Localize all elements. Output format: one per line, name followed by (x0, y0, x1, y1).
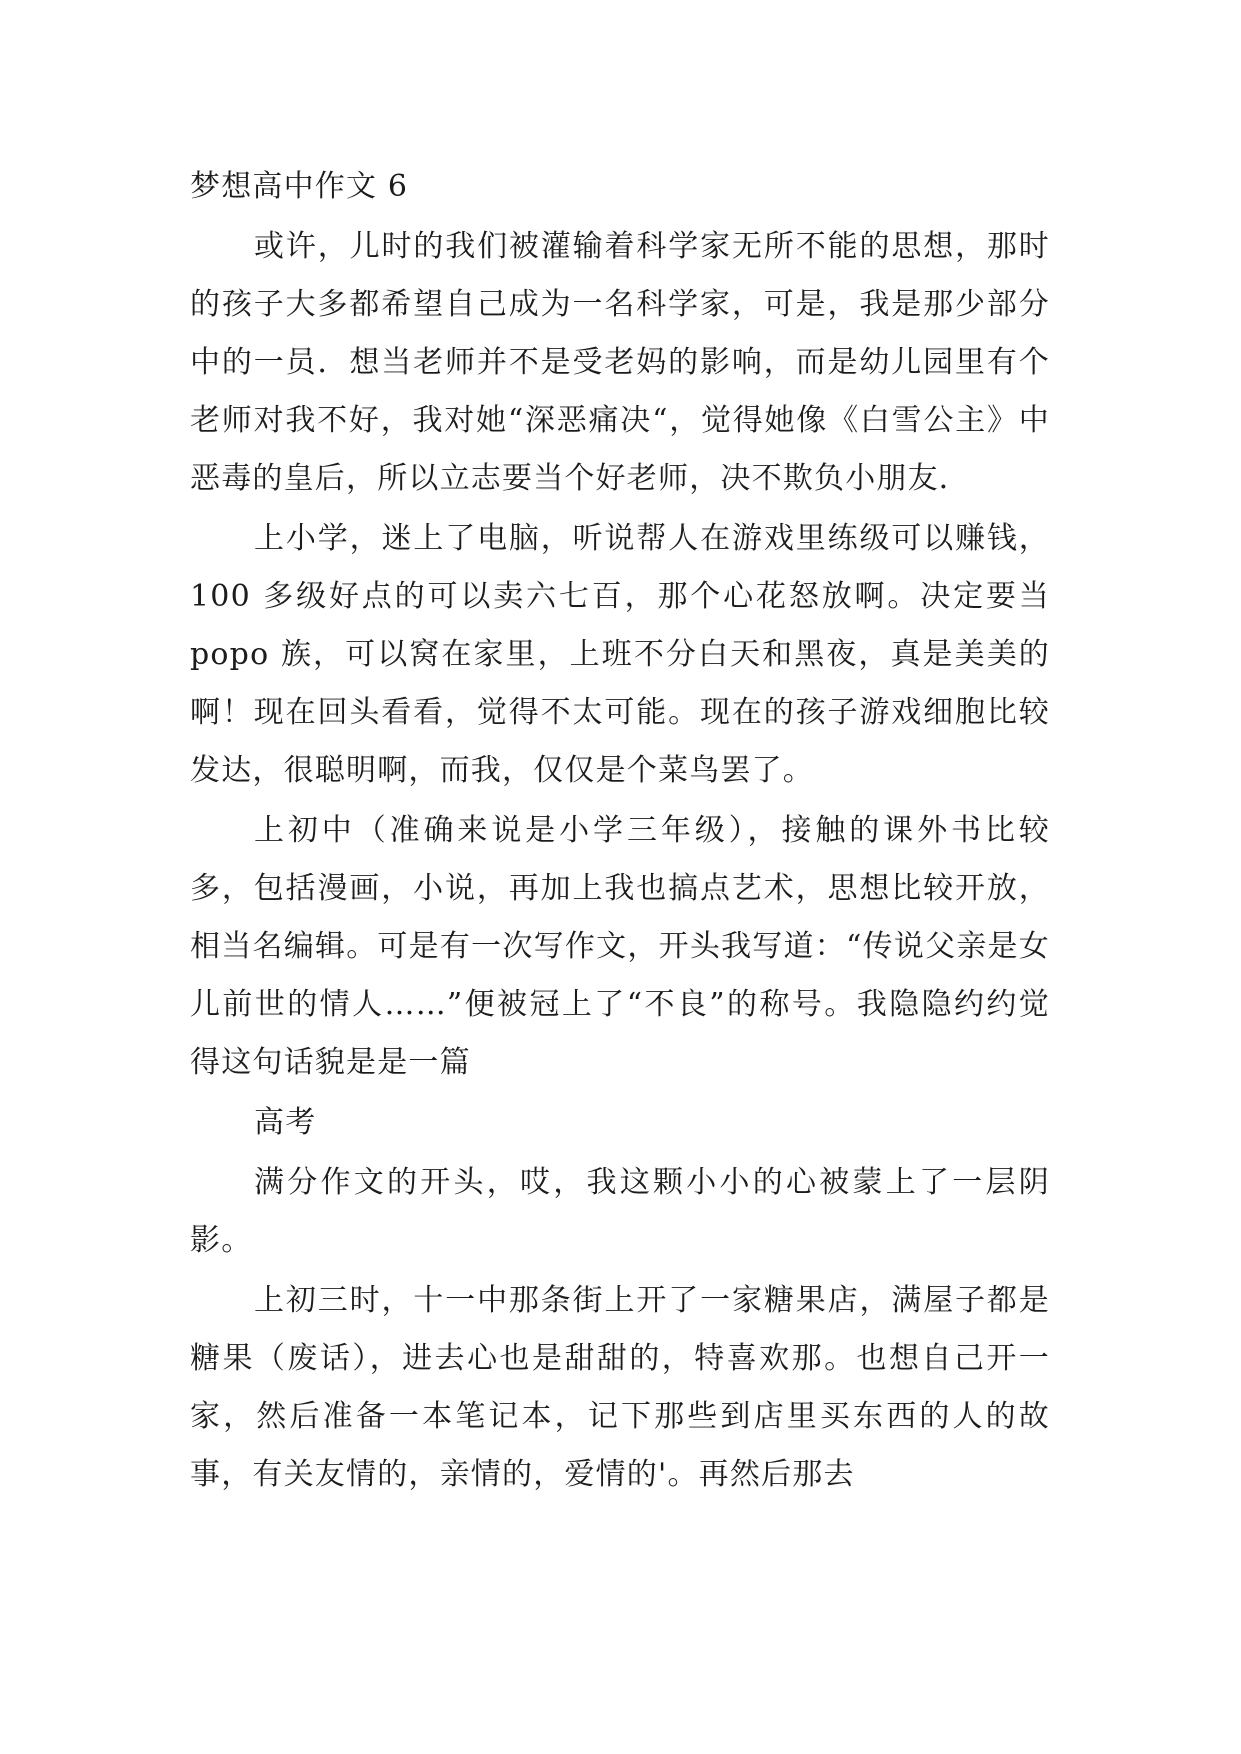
paragraph: 上初中（准确来说是小学三年级），接触的课外书比较多，包括漫画，小说，再加上我也搞点艺术，思想比较开放，相当名编辑。可是有一次写作文，开头我写道：“传说父亲是女儿前世的情人……”便被冠上了“不良”的称号。我隐隐约约觉得这句话貌是是一篇 (190, 813, 1050, 1080)
paragraph: 上初三时，十一中那条街上开了一家糖果店，满屋子都是糖果（废话），进去心也是甜甜的，特喜欢那。也想自己开一家，然后准备一本笔记本，记下那些到店里买东西的人的故事，有关友情的，亲情的，爱情的'。再然后那去 (190, 1283, 1050, 1492)
paragraph: 上小学，迷上了电脑，听说帮人在游戏里练级可以赚钱，100 多级好点的可以卖六七百，那个心花怒放啊。决定要当 popo 族，可以窝在家里，上班不分白天和黑夜，真是美美的啊！现在回头看看，觉得不太可能。现在的孩子游戏细胞比较发达，很聪明啊，而我，仅仅是个菜鸟罢了。 (190, 521, 1050, 788)
paragraph: 满分作文的开头，哎，我这颗小小的心被蒙上了一层阴影。 (190, 1165, 1050, 1258)
document-body (190, 158, 1050, 1504)
page-title: 梦想高中作文 6 (190, 169, 409, 204)
paragraph: 或许，儿时的我们被灌输着科学家无所不能的思想，那时的孩子大多都希望自己成为一名科学家，可是，我是那少部分中的一员．想当老师并不是受老妈的影响，而是幼儿园里有个老师对我不好，我对她“深恶痛决“，觉得她像《白雪公主》中恶毒的皇后，所以立志要当个好老师，决不欺负小朋友． (190, 229, 1050, 496)
paragraph: 高考 (254, 1105, 317, 1140)
